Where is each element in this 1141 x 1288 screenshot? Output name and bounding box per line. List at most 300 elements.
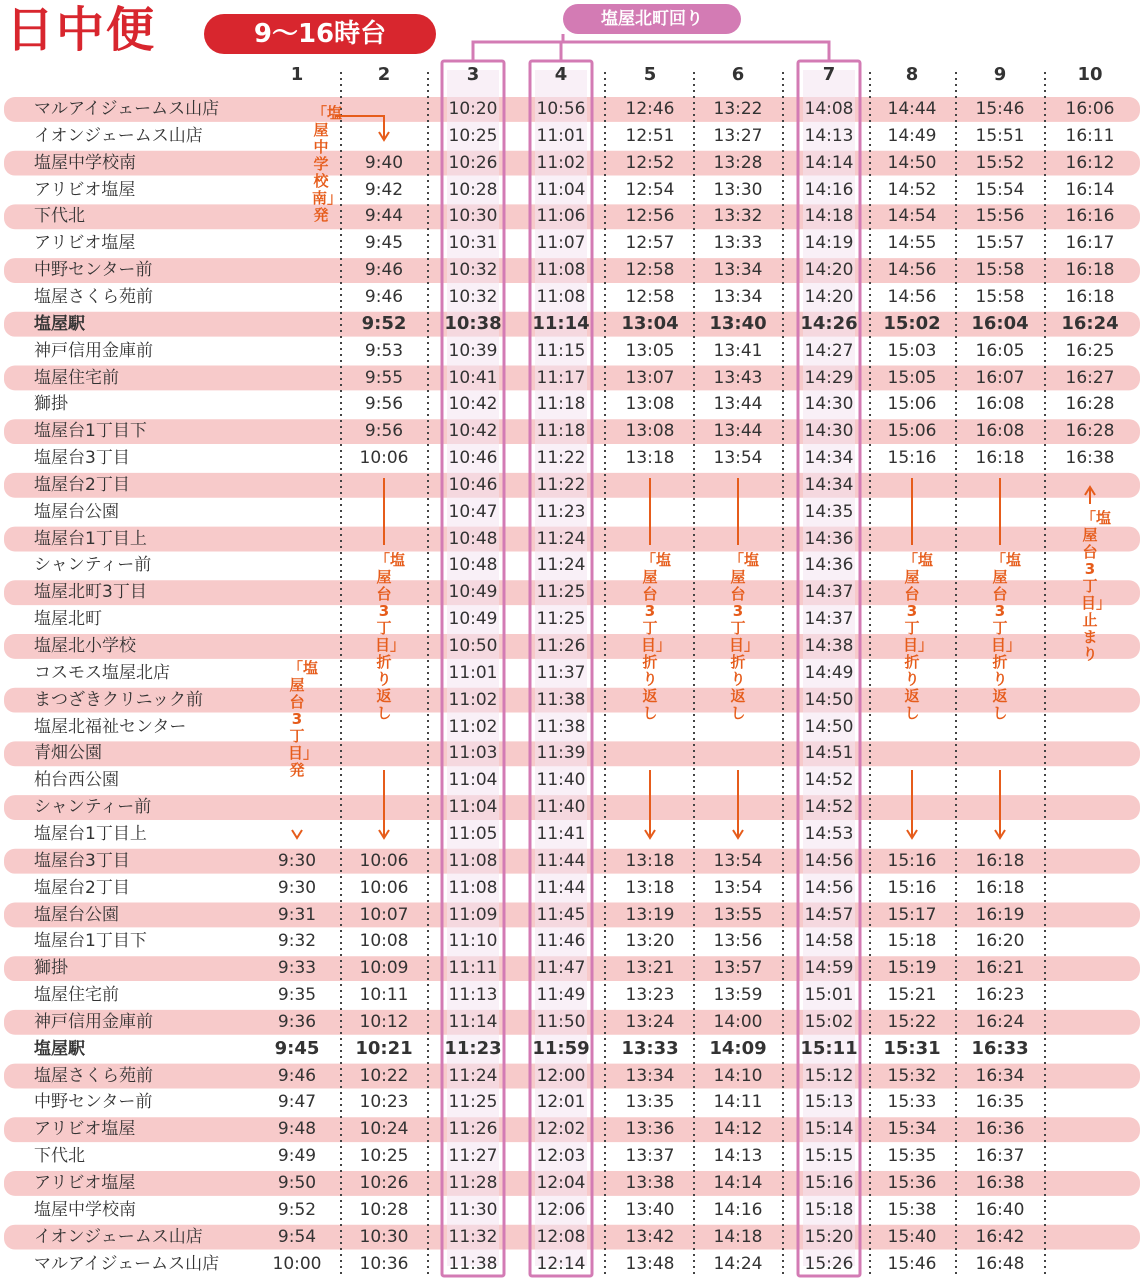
time-cell: 9:49 <box>277 1146 317 1167</box>
time-cell: 12:58 <box>625 286 675 307</box>
time-cell: 9:44 <box>364 206 404 227</box>
time-cell: 13:59 <box>713 985 763 1006</box>
time-cell: 13:48 <box>625 1253 675 1274</box>
time-cell: 9:47 <box>277 1092 317 1113</box>
time-cell: 15:32 <box>887 1065 937 1086</box>
time-cell: 11:28 <box>448 1173 498 1193</box>
time-cell: 15:36 <box>887 1173 937 1193</box>
time-cell: 10:46 <box>448 474 498 495</box>
time-cell: 15:52 <box>975 152 1025 173</box>
time-cell: 9:52 <box>277 1199 317 1220</box>
time-cell: 14:37 <box>804 582 854 603</box>
stop-name: 塩屋台2丁目 <box>34 474 130 495</box>
time-cell: 16:07 <box>975 367 1025 388</box>
time-cell: 13:42 <box>625 1226 675 1247</box>
time-cell: 14:13 <box>804 125 854 146</box>
time-cell: 15:34 <box>887 1119 937 1140</box>
time-cell: 11:40 <box>536 797 586 818</box>
time-cell: 11:27 <box>448 1146 498 1167</box>
time-cell: 11:04 <box>448 770 498 791</box>
stop-name: 柏台西公園 <box>34 770 119 791</box>
time-cell: 15:06 <box>887 394 937 415</box>
time-cell: 12:06 <box>536 1199 586 1220</box>
time-cell: 13:34 <box>713 260 763 281</box>
time-cell: 13:34 <box>713 286 763 307</box>
time-cell: 11:17 <box>536 367 586 388</box>
time-cell: 9:42 <box>364 179 404 200</box>
time-cell: 16:42 <box>975 1226 1025 1247</box>
time-cell: 12:14 <box>536 1253 586 1274</box>
time-cell: 14:50 <box>887 152 937 173</box>
time-cell: 16:40 <box>975 1199 1025 1220</box>
time-cell: 14:44 <box>887 99 937 119</box>
turnaround-note: 「塩屋台3丁目」折り返し <box>375 551 406 722</box>
stop-name: 塩屋中学校南 <box>34 1199 136 1220</box>
stop-name: シャンティー前 <box>34 797 152 818</box>
time-cell: 11:01 <box>536 125 586 146</box>
time-cell: 11:38 <box>448 1253 498 1274</box>
time-cell: 9:33 <box>277 958 317 979</box>
time-cell: 16:18 <box>975 877 1025 898</box>
time-cell: 9:46 <box>364 286 404 307</box>
time-cell: 10:24 <box>359 1119 409 1140</box>
time-cell: 14:14 <box>804 152 854 173</box>
time-cell: 16:20 <box>975 931 1025 952</box>
stop-name: 塩屋台公園 <box>34 904 119 925</box>
time-cell: 10:00 <box>272 1253 322 1274</box>
time-cell: 15:26 <box>804 1253 854 1274</box>
time-cell: 14:56 <box>804 877 854 898</box>
time-cell: 14:13 <box>713 1146 763 1167</box>
time-cell: 15:03 <box>887 340 937 361</box>
time-cell: 13:32 <box>713 206 763 227</box>
time-cell: 16:27 <box>1065 367 1115 388</box>
stop-name: 塩屋さくら苑前 <box>34 286 153 307</box>
time-cell: 12:54 <box>625 179 675 200</box>
time-cell: 9:31 <box>277 904 317 925</box>
time-cell: 13:38 <box>625 1173 675 1193</box>
time-cell: 13:24 <box>625 1011 675 1032</box>
time-cell: 9:52 <box>361 312 407 334</box>
time-cell: 11:08 <box>448 877 498 898</box>
time-cell: 10:30 <box>359 1226 409 1247</box>
turnaround-note: 「塩屋台3丁目」折り返し <box>903 551 934 722</box>
time-cell: 12:56 <box>625 206 675 227</box>
stop-name: 獅掛 <box>34 394 68 415</box>
time-cell: 15:15 <box>804 1146 854 1167</box>
stop-name: 塩屋住宅前 <box>34 367 119 388</box>
time-cell: 9:40 <box>364 152 404 173</box>
time-cell: 16:08 <box>975 394 1025 415</box>
time-cell: 15:20 <box>804 1226 854 1247</box>
time-cell: 15:58 <box>975 286 1025 307</box>
time-cell: 15:56 <box>975 206 1025 227</box>
time-cell: 15:16 <box>887 877 937 898</box>
time-cell: 13:23 <box>625 985 675 1006</box>
time-cell: 11:13 <box>448 985 498 1006</box>
time-cell: 10:09 <box>359 958 409 979</box>
column-header-5: 5 <box>643 64 657 85</box>
time-cell: 14:18 <box>713 1226 763 1247</box>
time-cell: 16:19 <box>975 904 1025 925</box>
stop-name: 青畑公園 <box>34 743 102 764</box>
time-cell: 16:12 <box>1065 152 1115 173</box>
time-cell: 14:26 <box>800 312 858 334</box>
stop-name: アリビオ塩屋 <box>34 179 136 200</box>
stop-name: 獅掛 <box>34 958 68 979</box>
time-cell: 12:08 <box>536 1226 586 1247</box>
time-cell: 16:38 <box>1065 448 1115 469</box>
time-cell: 14:14 <box>713 1173 763 1193</box>
time-cell: 14:56 <box>804 850 854 871</box>
column-header-2: 2 <box>377 64 391 85</box>
time-cell: 14:57 <box>804 904 854 925</box>
time-cell: 14:59 <box>804 958 854 979</box>
time-cell: 10:26 <box>448 152 498 173</box>
time-cell: 10:31 <box>448 233 498 254</box>
time-cell: 13:37 <box>625 1146 675 1167</box>
time-cell: 13:07 <box>625 367 675 388</box>
time-cell: 14:51 <box>804 743 854 764</box>
col1-depart-note: 「塩屋台3丁目」発 <box>288 659 319 779</box>
time-cell: 16:34 <box>975 1065 1025 1086</box>
time-cell: 11:07 <box>536 233 586 254</box>
time-cell: 14:34 <box>804 474 854 495</box>
time-cell: 13:44 <box>713 421 763 442</box>
time-cell: 13:57 <box>713 958 763 979</box>
time-cell: 10:39 <box>448 340 498 361</box>
time-cell: 10:12 <box>359 1011 409 1032</box>
time-cell: 10:11 <box>359 985 409 1006</box>
time-cell: 16:28 <box>1065 421 1115 442</box>
column-header-10: 10 <box>1077 64 1103 85</box>
time-cell: 11:40 <box>536 770 586 791</box>
down-arrow <box>292 830 302 838</box>
time-cell: 12:58 <box>625 260 675 281</box>
stop-name: 塩屋台公園 <box>34 501 119 522</box>
time-cell: 14:52 <box>804 770 854 791</box>
time-cell: 11:46 <box>536 931 586 952</box>
time-cell: 14:00 <box>713 1011 763 1032</box>
time-cell: 14:55 <box>887 233 937 254</box>
time-cell: 11:45 <box>536 904 586 925</box>
time-cell: 10:20 <box>448 99 498 119</box>
stop-name: 塩屋駅 <box>34 313 85 334</box>
time-cell: 15:16 <box>804 1173 854 1193</box>
stop-name: 塩屋北町3丁目 <box>34 582 147 603</box>
time-cell: 15:05 <box>887 367 937 388</box>
time-cell: 15:12 <box>804 1065 854 1086</box>
time-cell: 15:17 <box>887 904 937 925</box>
stop-name: マルアイジェームス山店 <box>34 99 220 119</box>
time-cell: 11:25 <box>448 1092 498 1113</box>
time-cell: 11:22 <box>536 448 586 469</box>
stop-name: まつざきクリニック前 <box>34 689 203 710</box>
time-cell: 10:26 <box>359 1173 409 1193</box>
stop-name: コスモス塩屋北店 <box>34 662 170 683</box>
time-cell: 14:16 <box>804 179 854 200</box>
stop-name: 塩屋台3丁目 <box>34 850 130 871</box>
time-cell: 13:56 <box>713 931 763 952</box>
time-cell: 10:06 <box>359 877 409 898</box>
time-cell: 10:42 <box>448 421 498 442</box>
time-cell: 11:50 <box>536 1011 586 1032</box>
time-cell: 10:06 <box>359 850 409 871</box>
time-cell: 11:39 <box>536 743 586 764</box>
time-cell: 11:04 <box>536 179 586 200</box>
time-cell: 14:20 <box>804 286 854 307</box>
time-cell: 10:36 <box>359 1253 409 1274</box>
stop-name: 神戸信用金庫前 <box>34 1011 153 1032</box>
time-cell: 11:23 <box>536 501 586 522</box>
time-cell: 13:36 <box>625 1119 675 1140</box>
time-cell: 15:21 <box>887 985 937 1006</box>
time-cell: 9:36 <box>277 1011 317 1032</box>
time-cell: 10:56 <box>536 99 586 119</box>
time-cell: 11:26 <box>448 1119 498 1140</box>
time-cell: 15:02 <box>883 312 941 334</box>
time-cell: 13:08 <box>625 421 675 442</box>
time-cell: 16:38 <box>975 1173 1025 1193</box>
stop-name: イオンジェームス山店 <box>34 1226 203 1247</box>
time-cell: 14:12 <box>713 1119 763 1140</box>
time-cell: 11:49 <box>536 985 586 1006</box>
time-cell: 15:58 <box>975 260 1025 281</box>
time-cell: 10:47 <box>448 501 498 522</box>
time-cell: 10:48 <box>448 555 498 576</box>
time-cell: 14:18 <box>804 206 854 227</box>
stop-name: 塩屋さくら苑前 <box>34 1065 153 1086</box>
column-header-9: 9 <box>993 64 1007 85</box>
time-cell: 14:50 <box>804 689 854 710</box>
time-cell: 11:44 <box>536 850 586 871</box>
route-bracket <box>473 34 829 60</box>
time-cell: 15:46 <box>975 99 1025 119</box>
time-cell: 15:16 <box>887 448 937 469</box>
time-cell: 9:30 <box>277 850 317 871</box>
time-cell: 14:54 <box>887 206 937 227</box>
time-cell: 10:46 <box>448 448 498 469</box>
time-cell: 12:01 <box>536 1092 586 1113</box>
time-cell: 9:46 <box>277 1065 317 1086</box>
stop-name: シャンティー前 <box>34 555 152 576</box>
time-cell: 13:18 <box>625 850 675 871</box>
time-cell: 14:35 <box>804 501 854 522</box>
time-cell: 14:29 <box>804 367 854 388</box>
time-cell: 16:24 <box>1061 312 1119 334</box>
stop-name: 塩屋台1丁目下 <box>34 421 147 442</box>
time-cell: 10:06 <box>359 448 409 469</box>
stop-name: 塩屋駅 <box>34 1038 85 1059</box>
time-cell: 15:38 <box>887 1199 937 1220</box>
time-cell: 16:14 <box>1065 179 1115 200</box>
time-cell: 13:19 <box>625 904 675 925</box>
time-cell: 13:33 <box>713 233 763 254</box>
stop-name: 塩屋北小学校 <box>34 636 136 656</box>
time-cell: 10:28 <box>448 179 498 200</box>
time-cell: 11:18 <box>536 421 586 442</box>
time-cell: 11:59 <box>532 1037 590 1059</box>
stop-name: マルアイジェームス山店 <box>34 1253 220 1274</box>
time-cell: 11:15 <box>536 340 586 361</box>
time-cell: 14:38 <box>804 636 854 656</box>
time-cell: 16:24 <box>975 1011 1025 1032</box>
stop-name: 中野センター前 <box>34 1092 153 1113</box>
time-cell: 10:42 <box>448 394 498 415</box>
time-cell: 11:04 <box>448 797 498 818</box>
time-cell: 16:25 <box>1065 340 1115 361</box>
column-header-6: 6 <box>731 64 745 85</box>
stop-name: 中野センター前 <box>34 260 153 281</box>
time-cell: 10:23 <box>359 1092 409 1113</box>
time-cell: 16:33 <box>971 1037 1029 1059</box>
time-cell: 15:57 <box>975 233 1025 254</box>
time-cell: 11:08 <box>536 286 586 307</box>
time-cell: 16:23 <box>975 985 1025 1006</box>
route-label: 塩屋北町回り <box>563 4 741 34</box>
time-cell: 14:19 <box>804 233 854 254</box>
time-cell: 10:49 <box>448 582 498 603</box>
time-cell: 10:30 <box>448 206 498 227</box>
time-badge: 9～16時台 <box>204 14 436 54</box>
time-cell: 11:44 <box>536 877 586 898</box>
time-cell: 9:55 <box>364 367 404 388</box>
column-header-4: 4 <box>554 64 568 85</box>
time-cell: 13:05 <box>625 340 675 361</box>
time-cell: 11:11 <box>448 958 498 979</box>
time-cell: 15:13 <box>804 1092 854 1113</box>
time-cell: 14:56 <box>887 286 937 307</box>
time-cell: 12:03 <box>536 1146 586 1167</box>
turnaround-note: 「塩屋台3丁目」折り返し <box>991 551 1022 722</box>
time-cell: 10:21 <box>355 1037 413 1059</box>
time-cell: 15:11 <box>800 1037 858 1059</box>
time-cell: 14:58 <box>804 931 854 952</box>
time-cell: 12:52 <box>625 152 675 173</box>
time-cell: 11:02 <box>536 152 586 173</box>
stop-name: 塩屋台1丁目上 <box>34 823 147 844</box>
time-cell: 10:32 <box>448 260 498 281</box>
time-cell: 16:06 <box>1065 99 1115 119</box>
time-cell: 10:25 <box>448 125 498 146</box>
time-cell: 10:48 <box>448 528 498 549</box>
col10-stop-note: 「塩屋台3丁目」止まり <box>1081 509 1112 663</box>
time-cell: 13:35 <box>625 1092 675 1113</box>
time-cell: 13:54 <box>713 877 763 898</box>
time-cell: 11:24 <box>448 1065 498 1086</box>
time-cell: 15:16 <box>887 850 937 871</box>
time-cell: 10:07 <box>359 904 409 925</box>
stop-name: 下代北 <box>34 1146 85 1167</box>
time-cell: 10:49 <box>448 609 498 630</box>
stop-name: 塩屋中学校南 <box>34 152 136 173</box>
time-cell: 9:48 <box>277 1119 317 1140</box>
time-cell: 14:49 <box>804 662 854 683</box>
time-cell: 13:18 <box>625 448 675 469</box>
time-cell: 13:04 <box>621 312 679 334</box>
time-cell: 16:35 <box>975 1092 1025 1113</box>
turnaround-note: 「塩屋台3丁目」折り返し <box>641 551 672 722</box>
time-cell: 11:14 <box>532 312 590 334</box>
time-cell: 14:52 <box>887 179 937 200</box>
stop-name: アリビオ塩屋 <box>34 1119 136 1140</box>
turnaround-note: 「塩屋台3丁目」折り返し <box>729 551 760 722</box>
time-cell: 13:33 <box>621 1037 679 1059</box>
time-cell: 14:36 <box>804 555 854 576</box>
time-cell: 12:57 <box>625 233 675 254</box>
stop-name: 塩屋台1丁目上 <box>34 528 147 549</box>
time-cell: 16:18 <box>975 850 1025 871</box>
time-cell: 16:05 <box>975 340 1025 361</box>
time-cell: 15:18 <box>887 931 937 952</box>
time-cell: 15:22 <box>887 1011 937 1032</box>
time-cell: 10:50 <box>448 636 498 656</box>
time-cell: 12:46 <box>625 99 675 119</box>
time-cell: 12:51 <box>625 125 675 146</box>
time-cell: 11:09 <box>448 904 498 925</box>
time-cell: 16:36 <box>975 1119 1025 1140</box>
time-cell: 11:08 <box>448 850 498 871</box>
time-cell: 13:40 <box>625 1199 675 1220</box>
time-cell: 15:35 <box>887 1146 937 1167</box>
time-cell: 13:34 <box>625 1065 675 1086</box>
time-cell: 9:46 <box>364 260 404 281</box>
time-cell: 12:02 <box>536 1119 586 1140</box>
time-cell: 14:16 <box>713 1199 763 1220</box>
time-cell: 14:49 <box>887 125 937 146</box>
time-cell: 10:41 <box>448 367 498 388</box>
time-cell: 11:18 <box>536 394 586 415</box>
time-cell: 16:18 <box>975 448 1025 469</box>
time-cell: 11:38 <box>536 689 586 710</box>
time-cell: 14:30 <box>804 394 854 415</box>
time-cell: 13:22 <box>713 99 763 119</box>
time-cell: 13:21 <box>625 958 675 979</box>
time-cell: 15:33 <box>887 1092 937 1113</box>
time-cell: 11:47 <box>536 958 586 979</box>
time-cell: 9:56 <box>364 421 404 442</box>
time-cell: 9:45 <box>274 1037 320 1059</box>
time-cell: 11:25 <box>536 582 586 603</box>
time-cell: 13:54 <box>713 850 763 871</box>
stop-name: 塩屋住宅前 <box>34 985 119 1006</box>
time-cell: 13:55 <box>713 904 763 925</box>
time-cell: 16:48 <box>975 1253 1025 1274</box>
time-cell: 11:14 <box>448 1011 498 1032</box>
time-cell: 14:09 <box>709 1037 767 1059</box>
time-cell: 11:24 <box>536 555 586 576</box>
time-cell: 11:41 <box>536 823 586 844</box>
time-cell: 11:10 <box>448 931 498 952</box>
time-cell: 14:37 <box>804 609 854 630</box>
time-cell: 11:22 <box>536 474 586 495</box>
time-cell: 12:04 <box>536 1173 586 1193</box>
stop-name: アリビオ塩屋 <box>34 233 136 254</box>
column-header-8: 8 <box>905 64 919 85</box>
time-cell: 16:17 <box>1065 233 1115 254</box>
time-cell: 16:18 <box>1065 260 1115 281</box>
time-cell: 15:40 <box>887 1226 937 1247</box>
time-cell: 15:14 <box>804 1119 854 1140</box>
time-cell: 11:26 <box>536 636 586 656</box>
time-cell: 16:21 <box>975 958 1025 979</box>
stop-name: 神戸信用金庫前 <box>34 340 153 361</box>
time-cell: 14:50 <box>804 716 854 737</box>
time-cell: 16:28 <box>1065 394 1115 415</box>
time-cell: 16:16 <box>1065 206 1115 227</box>
time-cell: 14:30 <box>804 421 854 442</box>
time-cell: 13:44 <box>713 394 763 415</box>
